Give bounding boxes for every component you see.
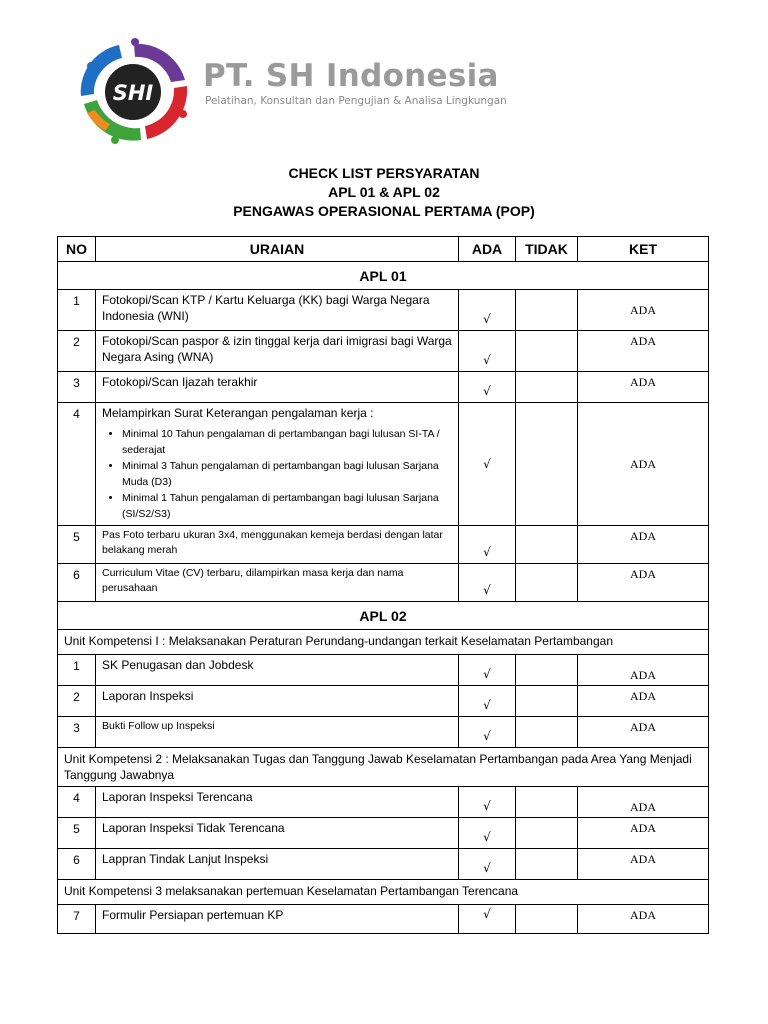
table-row bbox=[58, 331, 709, 372]
row-ket: ADA bbox=[578, 818, 709, 849]
row-uraian bbox=[96, 403, 459, 526]
row-tidak bbox=[516, 905, 578, 934]
check-mark: √ bbox=[459, 372, 516, 403]
document-title bbox=[0, 164, 768, 221]
check-mark: √ bbox=[459, 290, 516, 331]
section-apl01 bbox=[58, 262, 709, 290]
company-header bbox=[75, 36, 535, 146]
table-header-row bbox=[58, 237, 709, 262]
row-tidak bbox=[516, 564, 578, 602]
row-ket: ADA bbox=[578, 905, 709, 934]
row-uraian: Laporan Inspeksi Tidak Terencana bbox=[96, 818, 459, 849]
checklist-table bbox=[57, 236, 709, 934]
check-mark: √ bbox=[459, 686, 516, 717]
row-no: 4 bbox=[58, 787, 96, 818]
row-uraian-text: Melampirkan Surat Keterangan pengalaman kerja : bbox=[102, 406, 374, 420]
row-no: 2 bbox=[58, 331, 96, 372]
check-mark: √ bbox=[459, 849, 516, 880]
table-row bbox=[58, 526, 709, 564]
row-tidak bbox=[516, 290, 578, 331]
company-name: PT. SH Indonesia bbox=[203, 58, 499, 94]
header-tidak: TIDAK bbox=[516, 237, 578, 262]
row-no: 5 bbox=[58, 526, 96, 564]
table-row bbox=[58, 717, 709, 748]
title-line-3: PENGAWAS OPERASIONAL PERTAMA (POP) bbox=[233, 203, 535, 219]
list-item: • Minimal 10 Tahun pengalaman di pertambangan bagi lulusan SI-TA / sederajat bbox=[122, 427, 452, 458]
row-uraian: Fotokopi/Scan Ijazah terakhir bbox=[96, 372, 459, 403]
row-tidak bbox=[516, 849, 578, 880]
unit-row bbox=[58, 748, 709, 787]
row-no: 5 bbox=[58, 818, 96, 849]
row-no: 4 bbox=[58, 403, 96, 526]
title-line-1: CHECK LIST PERSYARATAN bbox=[288, 165, 480, 181]
title-line-2: APL 01 & APL 02 bbox=[328, 184, 440, 200]
unit-title: Unit Kompetensi I : Melaksanakan Peraturan Perundang-undangan terkait Keselamatan Pertambangan bbox=[58, 630, 709, 655]
row-no: 2 bbox=[58, 686, 96, 717]
section-title: APL 01 bbox=[58, 262, 709, 290]
unit-title: Unit Kompetensi 3 melaksanakan pertemuan Keselamatan Pertambangan Terencana bbox=[58, 880, 709, 905]
row-uraian: Laporan Inspeksi Terencana bbox=[96, 787, 459, 818]
row-ket: ADA bbox=[578, 526, 709, 564]
unit-title: Unit Kompetensi 2 : Melaksanakan Tugas dan Tanggung Jawab Keselamatan Pertambangan pada Area Yang Menjadi Tanggung Jawabnya bbox=[58, 748, 709, 787]
row-no: 6 bbox=[58, 849, 96, 880]
company-tagline: Pelatihan, Konsultan dan Pengujian & Analisa Lingkungan bbox=[205, 95, 507, 107]
row-ket: ADA bbox=[578, 372, 709, 403]
table-row bbox=[58, 403, 709, 526]
section-title: APL 02 bbox=[58, 602, 709, 630]
table-row bbox=[58, 372, 709, 403]
table-row bbox=[58, 849, 709, 880]
check-mark: √ bbox=[459, 403, 516, 526]
header-uraian: URAIAN bbox=[96, 237, 459, 262]
row-no: 6 bbox=[58, 564, 96, 602]
table-row bbox=[58, 686, 709, 717]
row-uraian: Fotokopi/Scan paspor & izin tinggal kerja dari imigrasi bagi Warga Negara Asing (WNA) bbox=[96, 331, 459, 372]
table-row bbox=[58, 905, 709, 934]
company-logo bbox=[75, 36, 193, 146]
table-row bbox=[58, 818, 709, 849]
row-tidak bbox=[516, 331, 578, 372]
row-uraian: Formulir Persiapan pertemuan KP bbox=[96, 905, 459, 934]
row-no: 1 bbox=[58, 290, 96, 331]
check-mark: √ bbox=[459, 905, 516, 934]
table-row bbox=[58, 564, 709, 602]
check-mark: √ bbox=[459, 526, 516, 564]
row-tidak bbox=[516, 717, 578, 748]
row-tidak bbox=[516, 686, 578, 717]
row-ket: ADA bbox=[578, 655, 709, 686]
check-mark: √ bbox=[459, 787, 516, 818]
list-item: • Minimal 3 Tahun pengalaman di pertambangan bagi lulusan Sarjana Muda (D3) bbox=[122, 459, 452, 490]
row-uraian: Laporan Inspeksi bbox=[96, 686, 459, 717]
header-ket: KET bbox=[578, 237, 709, 262]
requirement-list bbox=[102, 427, 452, 522]
table-row bbox=[58, 290, 709, 331]
row-uraian: Pas Foto terbaru ukuran 3x4, menggunakan kemeja berdasi dengan latar belakang merah bbox=[96, 526, 459, 564]
check-mark: √ bbox=[459, 818, 516, 849]
check-mark: √ bbox=[459, 717, 516, 748]
check-mark: √ bbox=[459, 331, 516, 372]
row-ket: ADA bbox=[578, 686, 709, 717]
row-no: 7 bbox=[58, 905, 96, 934]
check-mark: √ bbox=[459, 655, 516, 686]
row-no: 1 bbox=[58, 655, 96, 686]
row-ket: ADA bbox=[578, 403, 709, 526]
row-ket: ADA bbox=[578, 290, 709, 331]
row-tidak bbox=[516, 372, 578, 403]
unit-row bbox=[58, 630, 709, 655]
row-tidak bbox=[516, 787, 578, 818]
unit-row bbox=[58, 880, 709, 905]
row-ket: ADA bbox=[578, 849, 709, 880]
header-ada: ADA bbox=[459, 237, 516, 262]
row-uraian: Bukti Follow up Inspeksi bbox=[96, 717, 459, 748]
row-uraian: Lappran Tindak Lanjut Inspeksi bbox=[96, 849, 459, 880]
row-tidak bbox=[516, 403, 578, 526]
row-tidak bbox=[516, 526, 578, 564]
section-apl02 bbox=[58, 602, 709, 630]
row-ket: ADA bbox=[578, 717, 709, 748]
row-tidak bbox=[516, 818, 578, 849]
table-row bbox=[58, 787, 709, 818]
row-ket: ADA bbox=[578, 331, 709, 372]
row-uraian: SK Penugasan dan Jobdesk bbox=[96, 655, 459, 686]
row-uraian: Curriculum Vitae (CV) terbaru, dilampirkan masa kerja dan nama perusahaan bbox=[96, 564, 459, 602]
table-row bbox=[58, 655, 709, 686]
list-item: • Minimal 1 Tahun pengalaman di pertambangan bagi lulusan Sarjana (SI/S2/S3) bbox=[122, 491, 452, 522]
row-ket: ADA bbox=[578, 787, 709, 818]
row-no: 3 bbox=[58, 717, 96, 748]
row-no: 3 bbox=[58, 372, 96, 403]
check-mark: √ bbox=[459, 564, 516, 602]
row-ket: ADA bbox=[578, 564, 709, 602]
row-uraian: Fotokopi/Scan KTP / Kartu Keluarga (KK) bagi Warga Negara Indonesia (WNI) bbox=[96, 290, 459, 331]
header-no: NO bbox=[58, 237, 96, 262]
row-tidak bbox=[516, 655, 578, 686]
logo-text: SHI bbox=[112, 81, 154, 105]
